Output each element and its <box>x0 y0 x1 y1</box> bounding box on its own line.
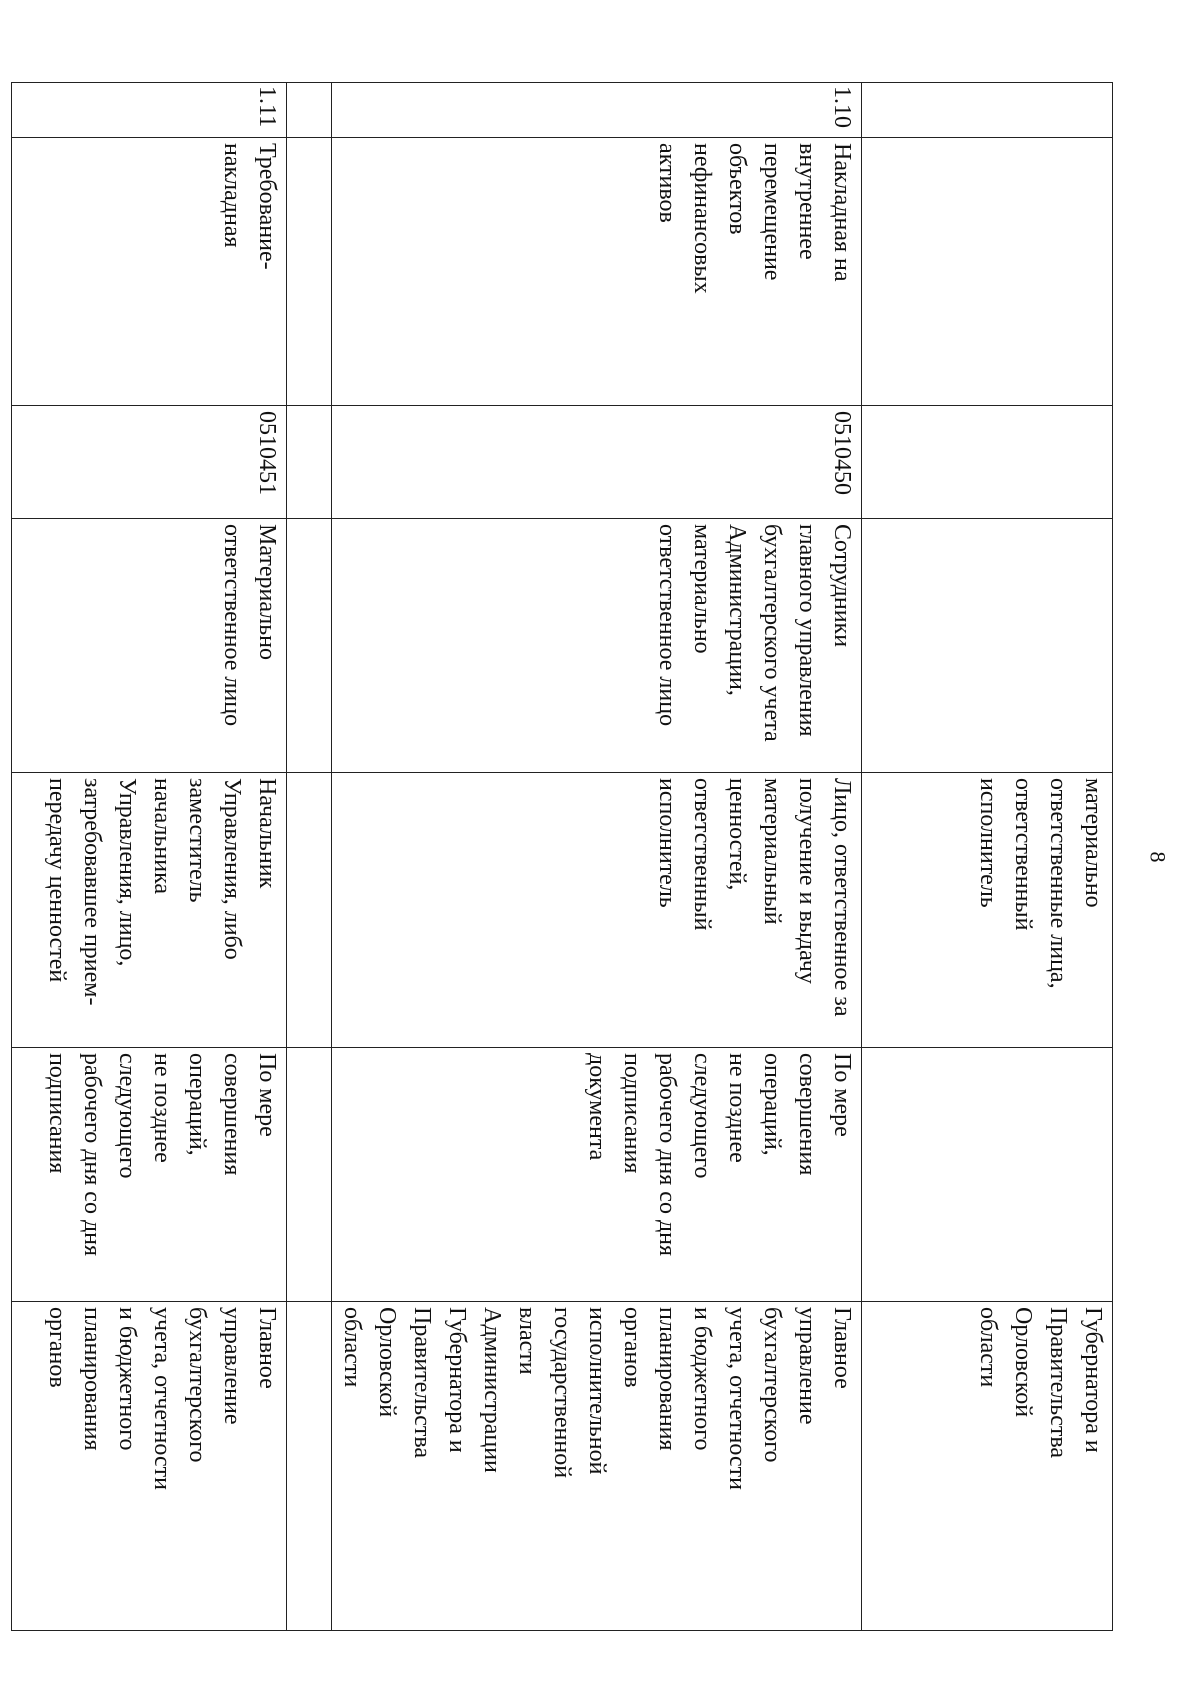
cell-responsible <box>862 519 1113 773</box>
cell-term <box>287 1048 332 1302</box>
page-number: 8 <box>1145 851 1171 863</box>
cell-responsible: Сотрудники главного управления бухгалтерского учета Администрации, материально ответственное лицо <box>332 519 862 773</box>
cell-document-name <box>862 138 1113 406</box>
cell-document-name: Накладная на внутреннее перемещение объектов нефинансовых активов <box>332 138 862 406</box>
cell-document-name: Требование- накладная <box>12 138 287 406</box>
cell-signatory <box>287 773 332 1048</box>
cell-recipient: Главное управление бухгалтерского учета, отчетности и бюджетного планирования органов исполнительной государственной власти Администрации Губернатора и Правительства Орловской области <box>332 1302 862 1631</box>
table-row <box>287 83 332 1631</box>
document-table <box>11 82 1113 1631</box>
cell-form-code: 0510451 <box>12 406 287 519</box>
cell-responsible <box>287 519 332 773</box>
cell-term <box>862 1048 1113 1302</box>
cell-number: 1.10 <box>332 83 862 138</box>
cell-signatory: Лицо, ответственное за получение и выдачу материальный ценностей, ответственный исполнитель <box>332 773 862 1048</box>
table-row <box>862 83 1113 1631</box>
cell-term: По мере совершения операций, не позднее следующего рабочего дня со дня подписания <box>12 1048 287 1302</box>
document-table-rotated <box>44 82 1113 1630</box>
cell-number <box>287 83 332 138</box>
cell-number: 1.11 <box>12 83 287 138</box>
cell-number <box>862 83 1113 138</box>
cell-recipient <box>287 1302 332 1631</box>
cell-responsible: Материально ответственное лицо <box>12 519 287 773</box>
table-row <box>332 83 862 1631</box>
cell-recipient: Губернатора и Правительства Орловской области <box>862 1302 1113 1631</box>
cell-term: По мере совершения операций, не позднее следующего рабочего дня со дня подписания документа <box>332 1048 862 1302</box>
table-row <box>12 83 287 1631</box>
cell-form-code <box>862 406 1113 519</box>
cell-form-code: 0510450 <box>332 406 862 519</box>
cell-form-code <box>287 406 332 519</box>
cell-signatory: Начальник Управления, либо заместитель начальника Управления, лицо, затребовавшее прием- передачу ценностей <box>12 773 287 1048</box>
cell-recipient: Главное управление бухгалтерского учета, отчетности и бюджетного планирования органов <box>12 1302 287 1631</box>
cell-document-name <box>287 138 332 406</box>
cell-signatory: материально ответственные лица, ответственный исполнитель <box>862 773 1113 1048</box>
